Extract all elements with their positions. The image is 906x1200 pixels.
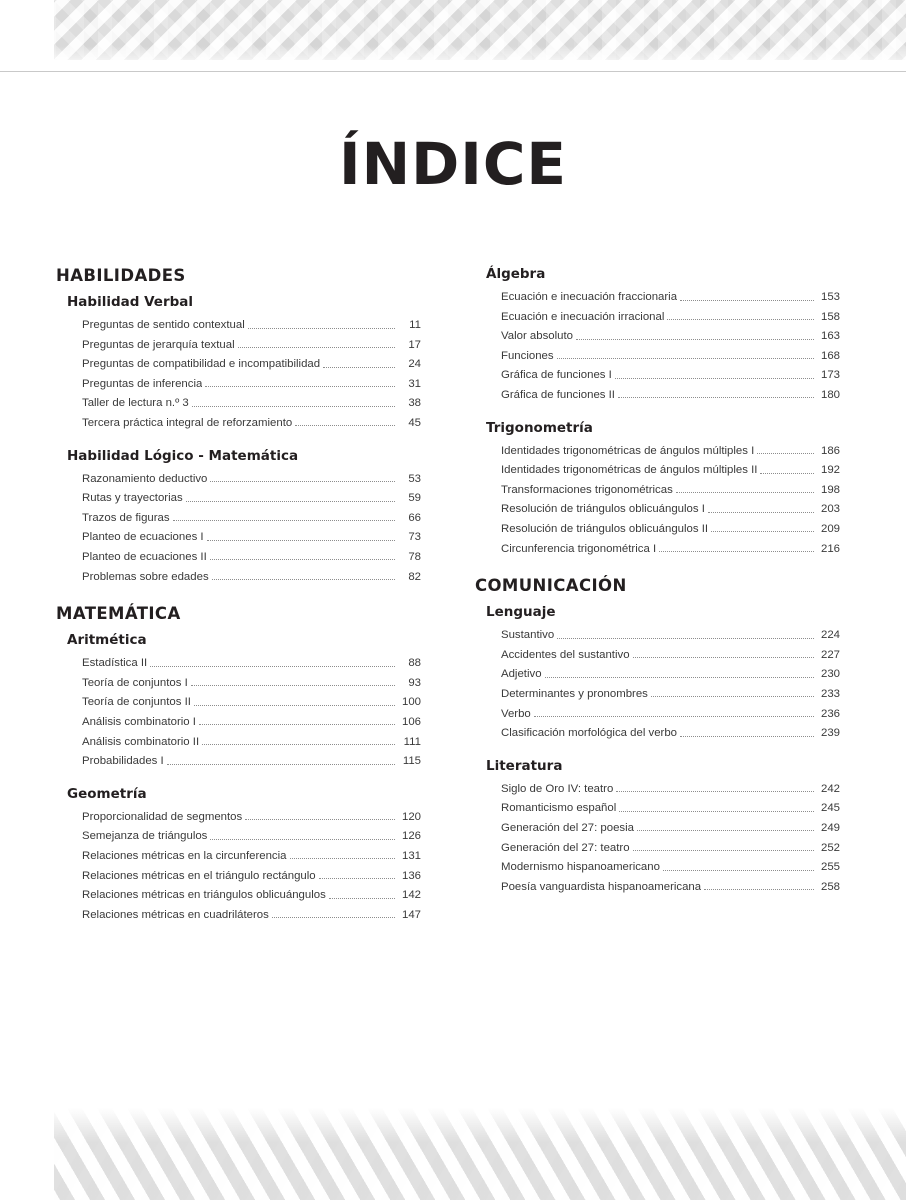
index-entry-leader-dots xyxy=(245,819,395,820)
index-entry-leader-dots xyxy=(323,367,395,368)
index-course xyxy=(56,448,421,588)
index-entry[interactable] xyxy=(501,724,840,744)
index-entry[interactable] xyxy=(501,347,840,367)
index-entry-label: Relaciones métricas en la circunferencia xyxy=(82,850,287,862)
index-area xyxy=(56,266,421,587)
index-entry[interactable] xyxy=(501,481,840,501)
index-entry-page-number: 59 xyxy=(408,492,421,505)
index-entry-page-number: 252 xyxy=(820,841,840,854)
index-entry-label: Siglo de Oro IV: teatro xyxy=(501,783,614,795)
index-entry-leader-dots xyxy=(545,677,814,678)
index-entry[interactable] xyxy=(82,336,421,356)
index-entry-leader-dots xyxy=(202,744,395,745)
index-entry-label: Taller de lectura n.º 3 xyxy=(82,398,189,410)
index-entry-label: Análisis combinatorio II xyxy=(82,736,200,748)
index-entry[interactable] xyxy=(82,375,421,395)
index-entry[interactable] xyxy=(501,520,840,540)
index-entry-page-number: 66 xyxy=(408,511,421,524)
index-entry[interactable] xyxy=(82,808,421,828)
index-entry-leader-dots xyxy=(680,736,814,737)
index-entry-leader-dots xyxy=(290,858,396,859)
header-band-fade xyxy=(0,46,906,72)
index-entry-page-number: 192 xyxy=(820,464,840,477)
index-entry-leader-dots xyxy=(238,347,395,348)
index-entry[interactable] xyxy=(501,838,840,858)
index-entry-leader-dots xyxy=(616,791,814,792)
index-entry-leader-dots xyxy=(757,453,814,454)
index-entry-page-number: 198 xyxy=(820,483,840,496)
index-columns xyxy=(0,266,906,925)
index-entry-leader-dots xyxy=(651,696,814,697)
index-entry[interactable] xyxy=(82,414,421,434)
index-entry-page-number: 126 xyxy=(401,830,421,843)
index-entry[interactable] xyxy=(501,858,840,878)
index-entry-label: Verbo xyxy=(501,708,531,720)
index-entry[interactable] xyxy=(501,626,840,646)
footer-decorative-band xyxy=(0,1108,906,1200)
index-entry-list xyxy=(56,470,421,588)
index-entry-leader-dots xyxy=(205,386,395,387)
index-entry-label: Gráfica de funciones II xyxy=(501,390,615,402)
header-divider-rule xyxy=(0,71,906,72)
index-course-title: Trigonometría xyxy=(486,419,593,436)
index-entry-label: Razonamiento deductivo xyxy=(82,473,208,485)
index-entry-list xyxy=(475,626,840,744)
index-entry-page-number: 242 xyxy=(820,782,840,795)
index-entry-page-number: 78 xyxy=(408,551,421,564)
index-column-right xyxy=(475,266,840,925)
index-entry-label: Clasificación morfológica del verbo xyxy=(501,728,678,740)
index-entry-leader-dots xyxy=(663,870,814,871)
index-entry-leader-dots xyxy=(637,830,814,831)
index-entry[interactable] xyxy=(82,866,421,886)
index-entry[interactable] xyxy=(501,540,840,560)
index-course-title: Literatura xyxy=(486,757,563,774)
index-entry-leader-dots xyxy=(618,397,814,398)
index-entry-page-number: 224 xyxy=(820,629,840,642)
index-entry-page-number: 24 xyxy=(408,358,421,371)
index-course xyxy=(56,294,421,434)
index-entry-leader-dots xyxy=(295,425,395,426)
index-entry-leader-dots xyxy=(711,531,814,532)
index-entry[interactable] xyxy=(501,878,840,898)
index-entry-leader-dots xyxy=(557,358,814,359)
index-area-title: COMUNICACIÓN xyxy=(475,576,627,596)
index-entry-page-number: 230 xyxy=(820,668,840,681)
index-entry-label: Valor absoluto xyxy=(501,331,573,343)
index-entry-leader-dots xyxy=(272,917,395,918)
index-entry-leader-dots xyxy=(191,685,395,686)
index-entry-page-number: 111 xyxy=(403,735,421,748)
index-entry-page-number: 136 xyxy=(401,869,421,882)
index-entry-page-number: 11 xyxy=(409,319,421,332)
index-entry-leader-dots xyxy=(659,551,814,552)
index-entry-leader-dots xyxy=(167,764,395,765)
index-entry-label: Gráfica de funciones I xyxy=(501,370,612,382)
index-entry-page-number: 255 xyxy=(820,861,840,874)
index-entry-page-number: 186 xyxy=(820,444,840,457)
index-entry-label: Planteo de ecuaciones II xyxy=(82,552,207,564)
index-entry[interactable] xyxy=(82,733,421,753)
index-entry[interactable] xyxy=(82,906,421,926)
index-entry-page-number: 158 xyxy=(820,310,840,323)
index-entry[interactable] xyxy=(501,327,840,347)
index-entry-list xyxy=(475,780,840,898)
index-entry-list xyxy=(475,288,840,406)
index-entry-leader-dots xyxy=(576,339,814,340)
index-entry-page-number: 233 xyxy=(820,688,840,700)
index-entry-label: Preguntas de inferencia xyxy=(82,378,203,390)
index-entry-page-number: 227 xyxy=(820,648,840,661)
index-course-title: Álgebra xyxy=(486,266,546,282)
index-entry-label: Preguntas de compatibilidad e incompatibilidad xyxy=(82,359,321,371)
index-entry[interactable] xyxy=(82,654,421,674)
index-entry-page-number: 53 xyxy=(408,472,421,485)
index-entry-page-number: 163 xyxy=(820,330,840,343)
index-entry[interactable] xyxy=(82,470,421,490)
index-entry-page-number: 216 xyxy=(820,542,840,555)
index-entry[interactable] xyxy=(82,693,421,713)
index-entry-label: Teoría de conjuntos I xyxy=(82,677,188,689)
index-course xyxy=(475,420,840,560)
index-entry[interactable] xyxy=(82,316,421,336)
index-entry[interactable] xyxy=(501,665,840,685)
index-entry-label: Preguntas de jerarquía textual xyxy=(82,339,235,351)
index-course xyxy=(475,758,840,898)
index-entry-page-number: 31 xyxy=(408,377,421,390)
index-entry[interactable] xyxy=(82,355,421,375)
index-entry-page-number: 249 xyxy=(820,821,840,834)
index-entry-page-number: 100 xyxy=(401,696,421,709)
index-entry-list xyxy=(56,654,421,772)
index-entry[interactable] xyxy=(82,528,421,548)
index-entry[interactable] xyxy=(501,780,840,800)
index-entry-leader-dots xyxy=(192,406,395,407)
index-entry[interactable] xyxy=(501,308,840,328)
index-course-title: Habilidad Lógico - Matemática xyxy=(67,447,299,464)
index-entry-leader-dots xyxy=(619,811,814,812)
index-entry-leader-dots xyxy=(207,540,395,541)
index-entry-page-number: 115 xyxy=(402,755,421,768)
index-entry-label: Probabilidades I xyxy=(82,756,164,768)
index-entry-page-number: 45 xyxy=(408,417,421,430)
index-entry-label: Accidentes del sustantivo xyxy=(501,649,630,661)
index-entry-leader-dots xyxy=(186,501,395,502)
index-entry-label: Identidades trigonométricas de ángulos múltiples II xyxy=(501,465,758,477)
index-entry[interactable] xyxy=(82,394,421,414)
index-entry[interactable] xyxy=(82,674,421,694)
index-column-left xyxy=(56,266,421,925)
index-entry-label: Relaciones métricas en el triángulo rectángulo xyxy=(82,870,316,882)
index-entry-leader-dots xyxy=(615,378,814,379)
index-entry-leader-dots xyxy=(557,638,814,639)
index-entry-page-number: 203 xyxy=(820,503,840,516)
index-entry[interactable] xyxy=(82,847,421,867)
index-entry-leader-dots xyxy=(212,579,395,580)
index-entry[interactable] xyxy=(82,568,421,588)
footer-band-left-margin xyxy=(0,1108,54,1200)
index-entry[interactable] xyxy=(501,799,840,819)
index-entry-leader-dots xyxy=(210,481,395,482)
index-entry[interactable] xyxy=(82,713,421,733)
index-entry-page-number: 93 xyxy=(408,676,421,689)
index-entry-label: Sustantivo xyxy=(501,630,555,642)
index-entry-label: Generación del 27: teatro xyxy=(501,842,630,854)
index-entry-page-number: 245 xyxy=(820,802,840,815)
index-entry-list xyxy=(56,316,421,434)
index-entry-page-number: 131 xyxy=(401,849,421,862)
index-entry-label: Análisis combinatorio I xyxy=(82,717,196,728)
index-entry-page-number: 236 xyxy=(820,707,840,720)
index-entry-label: Ecuación e inecuación irracional xyxy=(501,311,665,323)
index-entry-label: Adjetivo xyxy=(501,669,542,681)
index-entry-leader-dots xyxy=(210,839,395,840)
index-entry-page-number: 239 xyxy=(820,727,840,740)
index-entry-label: Rutas y trayectorias xyxy=(82,493,183,505)
index-entry-list xyxy=(56,808,421,926)
index-entry[interactable] xyxy=(501,461,840,481)
index-entry[interactable] xyxy=(501,646,840,666)
index-area xyxy=(475,576,840,897)
index-entry-page-number: 82 xyxy=(408,570,421,583)
index-course-title: Habilidad Verbal xyxy=(67,294,194,310)
index-entry-list xyxy=(475,442,840,560)
index-entry-leader-dots xyxy=(633,657,814,658)
index-entry-leader-dots xyxy=(329,898,395,899)
index-entry-label: Determinantes y pronombres xyxy=(501,689,648,700)
index-entry-page-number: 168 xyxy=(820,349,840,362)
index-entry-label: Identidades trigonométricas de ángulos múltiples I xyxy=(501,445,755,457)
index-entry-label: Modernismo hispanoamericano xyxy=(501,862,660,874)
index-entry-label: Relaciones métricas en cuadriláteros xyxy=(82,909,269,921)
index-entry-page-number: 153 xyxy=(820,291,840,304)
index-entry-label: Transformaciones trigonométricas xyxy=(501,484,673,496)
index-entry-page-number: 106 xyxy=(401,716,421,728)
index-entry-leader-dots xyxy=(150,666,395,667)
footer-band-fade xyxy=(0,1108,906,1142)
index-entry-label: Estadística II xyxy=(82,658,148,670)
index-area-title: HABILIDADES xyxy=(56,266,186,285)
index-entry-page-number: 180 xyxy=(820,389,840,402)
index-entry-label: Resolución de triángulos oblicuángulos II xyxy=(501,524,709,536)
index-entry[interactable] xyxy=(501,705,840,725)
index-entry-label: Proporcionalidad de segmentos xyxy=(82,811,243,823)
index-course xyxy=(56,632,421,772)
index-entry-label: Relaciones métricas en triángulos oblicuángulos xyxy=(82,890,326,902)
index-entry-label: Semejanza de triángulos xyxy=(82,831,208,843)
index-course-title: Geometría xyxy=(67,785,147,802)
index-entry-leader-dots xyxy=(199,724,395,725)
index-course xyxy=(475,266,840,406)
index-entry-label: Romanticismo español xyxy=(501,803,617,815)
index-entry-leader-dots xyxy=(633,850,814,851)
index-entry-page-number: 173 xyxy=(820,369,840,382)
index-entry-label: Preguntas de sentido contextual xyxy=(82,320,245,332)
index-entry-page-number: 209 xyxy=(820,523,840,536)
index-entry[interactable] xyxy=(501,288,840,308)
index-entry-leader-dots xyxy=(173,520,395,521)
index-entry-page-number: 88 xyxy=(408,657,421,670)
index-entry-label: Poesía vanguardista hispanoamericana xyxy=(501,881,702,893)
index-entry-leader-dots xyxy=(248,328,395,329)
index-area xyxy=(56,604,421,925)
index-entry[interactable] xyxy=(82,548,421,568)
index-entry-label: Problemas sobre edades xyxy=(82,571,209,583)
header-decorative-band xyxy=(0,0,906,72)
index-entry-label: Teoría de conjuntos II xyxy=(82,697,191,709)
index-course xyxy=(475,604,840,744)
index-entry[interactable] xyxy=(82,886,421,906)
index-entry-leader-dots xyxy=(534,716,814,717)
index-course xyxy=(56,786,421,926)
index-entry-leader-dots xyxy=(676,492,814,493)
index-entry-leader-dots xyxy=(319,878,395,879)
index-entry-page-number: 17 xyxy=(408,338,421,351)
index-entry-label: Resolución de triángulos oblicuángulos I xyxy=(501,504,705,516)
index-entry-label: Generación del 27: poesia xyxy=(501,822,634,834)
index-course-title: Aritmética xyxy=(67,632,147,649)
index-entry-leader-dots xyxy=(760,473,814,474)
index-entry-label: Ecuación e inecuación fraccionaria xyxy=(501,292,678,304)
index-entry-leader-dots xyxy=(704,889,814,890)
index-entry[interactable] xyxy=(82,752,421,772)
index-entry-label: Tercera práctica integral de reforzamiento xyxy=(82,418,293,430)
index-area xyxy=(475,266,840,559)
index-entry-page-number: 73 xyxy=(408,531,421,544)
index-entry[interactable] xyxy=(501,366,840,386)
index-area-title: MATEMÁTICA xyxy=(56,604,181,624)
index-entry-page-number: 142 xyxy=(401,889,421,902)
index-entry-page-number: 38 xyxy=(408,397,421,410)
index-entry-leader-dots xyxy=(194,705,395,706)
index-entry[interactable] xyxy=(501,685,840,705)
index-entry-page-number: 147 xyxy=(401,908,421,921)
index-entry-leader-dots xyxy=(667,319,814,320)
index-entry[interactable] xyxy=(501,442,840,462)
index-entry-label: Trazos de figuras xyxy=(82,512,170,524)
index-course-title: Lenguaje xyxy=(486,604,556,621)
index-entry[interactable] xyxy=(501,819,840,839)
index-entry-leader-dots xyxy=(708,512,814,513)
index-entry[interactable] xyxy=(501,386,840,406)
index-entry-label: Planteo de ecuaciones I xyxy=(82,532,204,544)
index-entry-label: Circunferencia trigonométrica I xyxy=(501,543,657,555)
page-title: ÍNDICE xyxy=(338,130,568,198)
index-entry-page-number: 120 xyxy=(401,810,421,823)
index-entry-leader-dots xyxy=(210,559,395,560)
index-entry[interactable] xyxy=(82,509,421,529)
index-entry-leader-dots xyxy=(680,300,814,301)
index-entry[interactable] xyxy=(82,489,421,509)
index-entry-page-number: 258 xyxy=(820,880,840,893)
index-entry-label: Funciones xyxy=(501,350,554,362)
index-entry[interactable] xyxy=(501,500,840,520)
index-entry[interactable] xyxy=(82,827,421,847)
